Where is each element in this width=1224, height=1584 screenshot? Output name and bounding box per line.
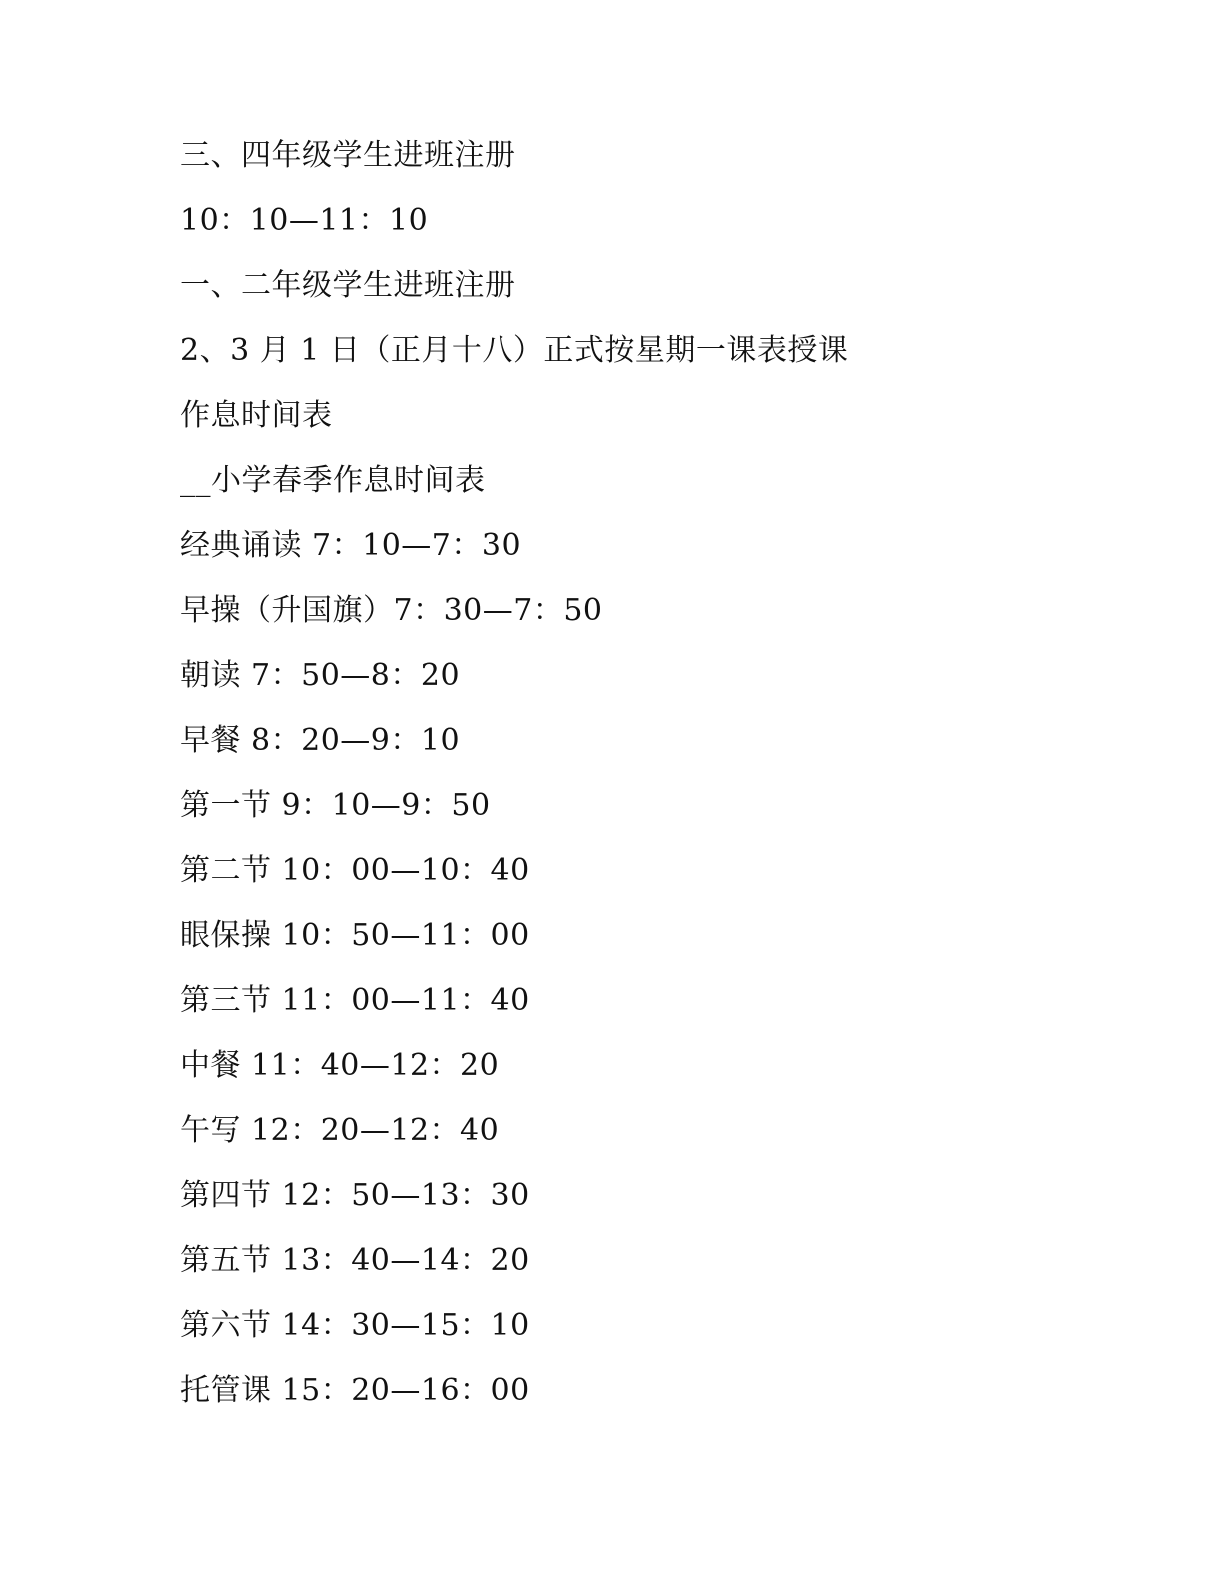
text-line-time-range: 10：10—11：10 <box>180 203 429 238</box>
text-line-grade34-registration: 三、四年级学生进班注册 <box>180 138 516 173</box>
schedule-item: 中餐 11：40—12：20 <box>180 1048 500 1083</box>
schedule-title: __小学春季作息时间表 <box>180 463 486 498</box>
schedule-item: 第三节 11：00—11：40 <box>180 983 530 1018</box>
schedule-item: 托管课 15：20—16：00 <box>180 1373 530 1408</box>
schedule-item: 午写 12：20—12：40 <box>180 1113 500 1148</box>
schedule-item: 第五节 13：40—14：20 <box>180 1243 530 1278</box>
text-line-class-start-date: 2、3 月 1 日（正月十八）正式按星期一课表授课 <box>180 333 849 368</box>
section-heading-schedule: 作息时间表 <box>180 398 333 433</box>
schedule-item: 第四节 12：50—13：30 <box>180 1178 530 1213</box>
document-body <box>180 123 1080 1423</box>
schedule-item: 早操（升国旗）7：30—7：50 <box>180 593 603 628</box>
schedule-item: 早餐 8：20—9：10 <box>180 723 461 758</box>
schedule-item: 经典诵读 7：10—7：30 <box>180 528 522 563</box>
schedule-item: 朝读 7：50—8：20 <box>180 658 461 693</box>
schedule-item: 第二节 10：00—10：40 <box>180 853 530 888</box>
text-line-grade12-registration: 一、二年级学生进班注册 <box>180 268 516 303</box>
schedule-item: 第一节 9：10—9：50 <box>180 788 491 823</box>
schedule-item: 第六节 14：30—15：10 <box>180 1308 530 1343</box>
schedule-item: 眼保操 10：50—11：00 <box>180 918 530 953</box>
